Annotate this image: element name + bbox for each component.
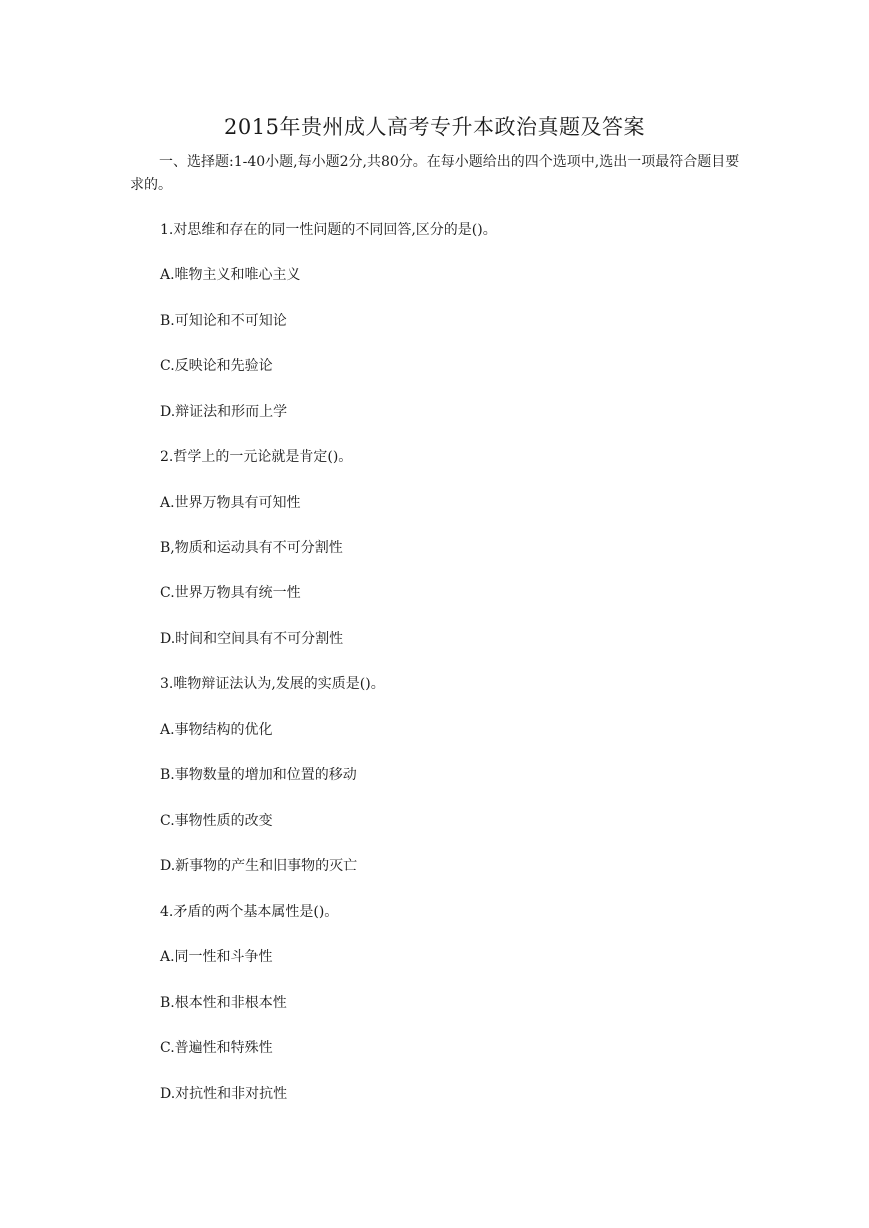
option-b: B.根本性和非根本性 bbox=[160, 995, 287, 1011]
option-a: A.同一性和斗争性 bbox=[160, 949, 273, 965]
option-d: D.对抗性和非对抗性 bbox=[160, 1086, 288, 1102]
question-stem: 3.唯物辩证法认为,发展的实质是()。 bbox=[160, 676, 385, 692]
option-b: B.事物数量的增加和位置的移动 bbox=[160, 767, 357, 783]
question-stem: 4.矛盾的两个基本属性是()。 bbox=[160, 904, 339, 920]
option-b: B.可知论和不可知论 bbox=[160, 313, 287, 329]
option-a: A.事物结构的优化 bbox=[160, 722, 273, 738]
option-c: C.反映论和先验论 bbox=[160, 358, 273, 374]
option-d: D.辩证法和形而上学 bbox=[160, 404, 288, 420]
page-title: 2015年贵州成人高考专升本政治真题及答案 bbox=[224, 115, 645, 139]
question-stem: 1.对思维和存在的同一性问题的不同回答,区分的是()。 bbox=[160, 222, 497, 238]
option-a: A.世界万物具有可知性 bbox=[160, 495, 301, 511]
option-b: B,物质和运动具有不可分割性 bbox=[160, 540, 343, 556]
question-stem: 2.哲学上的一元论就是肯定()。 bbox=[160, 449, 353, 465]
option-c: C.普遍性和特殊性 bbox=[160, 1040, 273, 1056]
option-a: A.唯物主义和唯心主义 bbox=[160, 267, 301, 283]
option-d: D.时间和空间具有不可分割性 bbox=[160, 631, 344, 647]
section-intro: 一、选择题:1-40小题,每小题2分,共80分。在每小题给出的四个选项中,选出一项最符合题目要求的。 bbox=[130, 154, 740, 193]
option-c: C.世界万物具有统一性 bbox=[160, 585, 301, 601]
option-c: C.事物性质的改变 bbox=[160, 813, 273, 829]
option-d: D.新事物的产生和旧事物的灭亡 bbox=[160, 858, 358, 874]
